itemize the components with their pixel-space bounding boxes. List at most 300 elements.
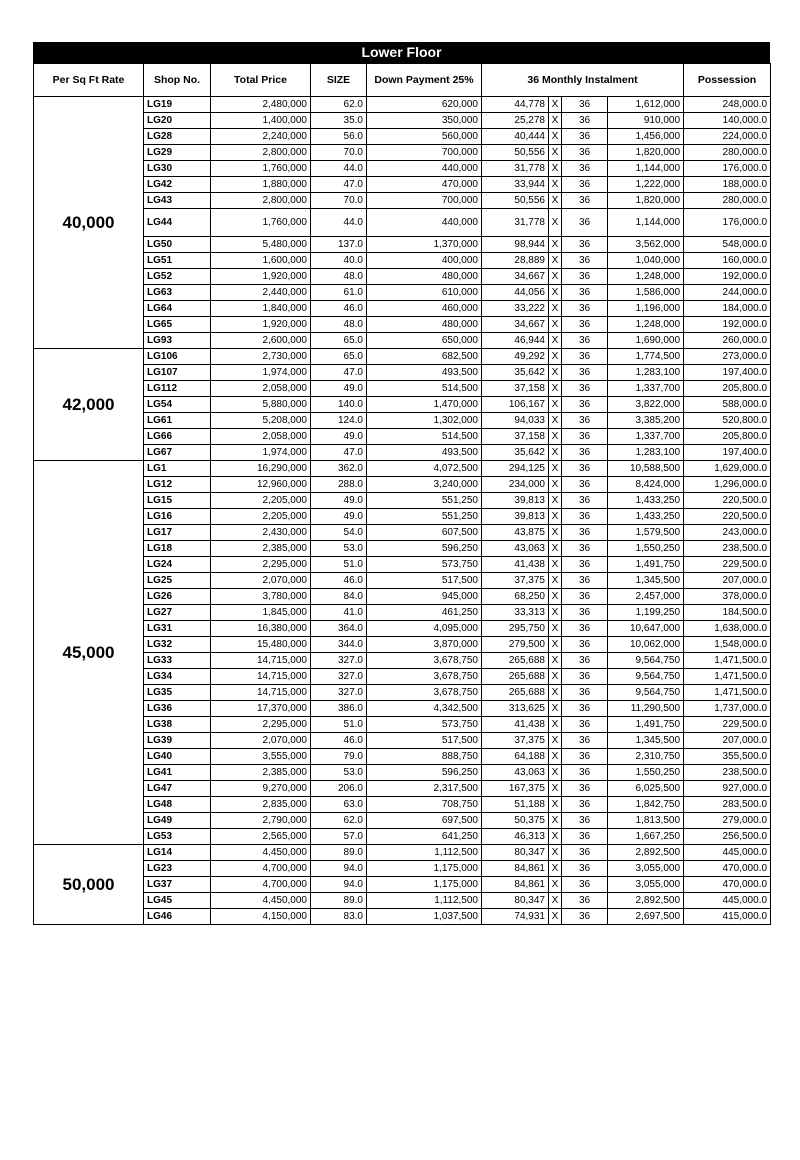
size-cell: 61.0: [311, 285, 367, 301]
size-cell: 57.0: [311, 829, 367, 845]
monthly-amount-cell: 234,000: [482, 477, 549, 493]
instalment-total-cell: 1,550,250: [608, 541, 684, 557]
monthly-amount-cell: 46,313: [482, 829, 549, 845]
header-monthly-instalment: 36 Monthly Instalment: [482, 64, 684, 97]
down-payment-cell: 551,250: [367, 493, 482, 509]
times-sign-cell: X: [549, 477, 562, 493]
total-price-cell: 16,380,000: [211, 621, 311, 637]
down-payment-cell: 514,500: [367, 429, 482, 445]
table-row: [34, 781, 771, 797]
total-price-cell: 2,430,000: [211, 525, 311, 541]
price-sheet: [33, 42, 770, 925]
down-payment-cell: 3,678,750: [367, 685, 482, 701]
monthly-amount-cell: 265,688: [482, 653, 549, 669]
down-payment-cell: 461,250: [367, 605, 482, 621]
instalment-count-cell: 36: [562, 749, 608, 765]
monthly-amount-cell: 50,375: [482, 813, 549, 829]
instalment-total-cell: 6,025,500: [608, 781, 684, 797]
shop-no-cell: LG20: [144, 113, 211, 129]
times-sign-cell: X: [549, 861, 562, 877]
times-sign-cell: X: [549, 637, 562, 653]
down-payment-cell: 610,000: [367, 285, 482, 301]
instalment-total-cell: 1,579,500: [608, 525, 684, 541]
times-sign-cell: X: [549, 237, 562, 253]
table-body: [34, 97, 771, 925]
monthly-amount-cell: 31,778: [482, 161, 549, 177]
size-cell: 41.0: [311, 605, 367, 621]
shop-no-cell: LG106: [144, 349, 211, 365]
instalment-count-cell: 36: [562, 701, 608, 717]
shop-no-cell: LG39: [144, 733, 211, 749]
shop-no-cell: LG65: [144, 317, 211, 333]
times-sign-cell: X: [549, 797, 562, 813]
instalment-total-cell: 1,690,000: [608, 333, 684, 349]
total-price-cell: 2,070,000: [211, 733, 311, 749]
possession-cell: 188,000.0: [684, 177, 771, 193]
table-row: [34, 637, 771, 653]
instalment-total-cell: 10,062,000: [608, 637, 684, 653]
down-payment-cell: 1,175,000: [367, 877, 482, 893]
possession-cell: 192,000.0: [684, 269, 771, 285]
total-price-cell: 4,700,000: [211, 877, 311, 893]
monthly-amount-cell: 49,292: [482, 349, 549, 365]
table-row: [34, 253, 771, 269]
down-payment-cell: 480,000: [367, 317, 482, 333]
shop-no-cell: LG45: [144, 893, 211, 909]
total-price-cell: 2,205,000: [211, 493, 311, 509]
size-cell: 44.0: [311, 161, 367, 177]
down-payment-cell: 888,750: [367, 749, 482, 765]
instalment-total-cell: 1,345,500: [608, 733, 684, 749]
monthly-amount-cell: 51,188: [482, 797, 549, 813]
total-price-cell: 2,205,000: [211, 509, 311, 525]
possession-cell: 1,737,000.0: [684, 701, 771, 717]
table-row: [34, 717, 771, 733]
size-cell: 84.0: [311, 589, 367, 605]
instalment-total-cell: 1,550,250: [608, 765, 684, 781]
instalment-total-cell: 8,424,000: [608, 477, 684, 493]
possession-cell: 415,000.0: [684, 909, 771, 925]
instalment-count-cell: 36: [562, 653, 608, 669]
size-cell: 70.0: [311, 193, 367, 209]
total-price-cell: 2,800,000: [211, 193, 311, 209]
shop-no-cell: LG47: [144, 781, 211, 797]
size-cell: 49.0: [311, 429, 367, 445]
monthly-amount-cell: 43,063: [482, 765, 549, 781]
total-price-cell: 2,058,000: [211, 381, 311, 397]
total-price-cell: 2,058,000: [211, 429, 311, 445]
shop-no-cell: LG40: [144, 749, 211, 765]
instalment-total-cell: 1,842,750: [608, 797, 684, 813]
possession-cell: 224,000.0: [684, 129, 771, 145]
times-sign-cell: X: [549, 909, 562, 925]
instalment-count-cell: 36: [562, 381, 608, 397]
instalment-count-cell: 36: [562, 161, 608, 177]
size-cell: 94.0: [311, 861, 367, 877]
down-payment-cell: 697,500: [367, 813, 482, 829]
instalment-count-cell: 36: [562, 145, 608, 161]
instalment-total-cell: 1,345,500: [608, 573, 684, 589]
times-sign-cell: X: [549, 413, 562, 429]
table-row: [34, 669, 771, 685]
table-row: [34, 145, 771, 161]
shop-no-cell: LG27: [144, 605, 211, 621]
total-price-cell: 2,565,000: [211, 829, 311, 845]
size-cell: 206.0: [311, 781, 367, 797]
shop-no-cell: LG34: [144, 669, 211, 685]
table-row: [34, 493, 771, 509]
down-payment-cell: 1,370,000: [367, 237, 482, 253]
shop-no-cell: LG66: [144, 429, 211, 445]
header-size: SIZE: [311, 64, 367, 97]
table-row: [34, 653, 771, 669]
times-sign-cell: X: [549, 317, 562, 333]
instalment-count-cell: 36: [562, 541, 608, 557]
times-sign-cell: X: [549, 177, 562, 193]
total-price-cell: 16,290,000: [211, 461, 311, 477]
monthly-amount-cell: 35,642: [482, 365, 549, 381]
instalment-count-cell: 36: [562, 113, 608, 129]
instalment-total-cell: 2,697,500: [608, 909, 684, 925]
shop-no-cell: LG63: [144, 285, 211, 301]
table-row: [34, 525, 771, 541]
monthly-amount-cell: 50,556: [482, 145, 549, 161]
size-cell: 327.0: [311, 669, 367, 685]
instalment-total-cell: 1,774,500: [608, 349, 684, 365]
size-cell: 48.0: [311, 269, 367, 285]
monthly-amount-cell: 41,438: [482, 717, 549, 733]
down-payment-cell: 480,000: [367, 269, 482, 285]
total-price-cell: 2,835,000: [211, 797, 311, 813]
times-sign-cell: X: [549, 285, 562, 301]
monthly-amount-cell: 265,688: [482, 685, 549, 701]
down-payment-cell: 607,500: [367, 525, 482, 541]
shop-no-cell: LG15: [144, 493, 211, 509]
table-row: [34, 877, 771, 893]
down-payment-cell: 596,250: [367, 541, 482, 557]
total-price-cell: 2,800,000: [211, 145, 311, 161]
total-price-cell: 2,600,000: [211, 333, 311, 349]
instalment-count-cell: 36: [562, 301, 608, 317]
times-sign-cell: X: [549, 349, 562, 365]
table-row: [34, 413, 771, 429]
rate-cell: 42,000: [34, 349, 144, 461]
instalment-count-cell: 36: [562, 717, 608, 733]
times-sign-cell: X: [549, 765, 562, 781]
monthly-amount-cell: 35,642: [482, 445, 549, 461]
total-price-cell: 12,960,000: [211, 477, 311, 493]
instalment-count-cell: 36: [562, 877, 608, 893]
instalment-total-cell: 3,055,000: [608, 877, 684, 893]
times-sign-cell: X: [549, 161, 562, 177]
instalment-count-cell: 36: [562, 605, 608, 621]
down-payment-cell: 517,500: [367, 733, 482, 749]
shop-no-cell: LG48: [144, 797, 211, 813]
times-sign-cell: X: [549, 733, 562, 749]
shop-no-cell: LG67: [144, 445, 211, 461]
possession-cell: 176,000.0: [684, 161, 771, 177]
monthly-amount-cell: 94,033: [482, 413, 549, 429]
shop-no-cell: LG17: [144, 525, 211, 541]
total-price-cell: 17,370,000: [211, 701, 311, 717]
instalment-total-cell: 1,813,500: [608, 813, 684, 829]
header-total-price: Total Price: [211, 64, 311, 97]
monthly-amount-cell: 37,375: [482, 573, 549, 589]
times-sign-cell: X: [549, 781, 562, 797]
size-cell: 83.0: [311, 909, 367, 925]
instalment-count-cell: 36: [562, 333, 608, 349]
possession-cell: 205,800.0: [684, 429, 771, 445]
instalment-total-cell: 1,283,100: [608, 445, 684, 461]
instalment-count-cell: 36: [562, 253, 608, 269]
instalment-total-cell: 1,196,000: [608, 301, 684, 317]
times-sign-cell: X: [549, 381, 562, 397]
total-price-cell: 2,295,000: [211, 557, 311, 573]
shop-no-cell: LG54: [144, 397, 211, 413]
total-price-cell: 2,790,000: [211, 813, 311, 829]
total-price-cell: 5,480,000: [211, 237, 311, 253]
monthly-amount-cell: 68,250: [482, 589, 549, 605]
shop-no-cell: LG12: [144, 477, 211, 493]
shop-no-cell: LG43: [144, 193, 211, 209]
table-row: [34, 445, 771, 461]
total-price-cell: 2,440,000: [211, 285, 311, 301]
size-cell: 44.0: [311, 209, 367, 237]
shop-no-cell: LG61: [144, 413, 211, 429]
size-cell: 362.0: [311, 461, 367, 477]
instalment-count-cell: 36: [562, 349, 608, 365]
table-row: [34, 397, 771, 413]
monthly-amount-cell: 33,944: [482, 177, 549, 193]
monthly-amount-cell: 313,625: [482, 701, 549, 717]
total-price-cell: 5,880,000: [211, 397, 311, 413]
header-rate: Per Sq Ft Rate: [34, 64, 144, 97]
size-cell: 47.0: [311, 445, 367, 461]
down-payment-cell: 514,500: [367, 381, 482, 397]
possession-cell: 273,000.0: [684, 349, 771, 365]
total-price-cell: 4,700,000: [211, 861, 311, 877]
instalment-count-cell: 36: [562, 845, 608, 861]
possession-cell: 470,000.0: [684, 877, 771, 893]
total-price-cell: 2,070,000: [211, 573, 311, 589]
table-row: [34, 113, 771, 129]
monthly-amount-cell: 39,813: [482, 509, 549, 525]
total-price-cell: 4,450,000: [211, 845, 311, 861]
total-price-cell: 14,715,000: [211, 669, 311, 685]
monthly-amount-cell: 33,222: [482, 301, 549, 317]
possession-cell: 520,800.0: [684, 413, 771, 429]
shop-no-cell: LG18: [144, 541, 211, 557]
possession-cell: 1,638,000.0: [684, 621, 771, 637]
times-sign-cell: X: [549, 669, 562, 685]
monthly-amount-cell: 265,688: [482, 669, 549, 685]
possession-cell: 229,500.0: [684, 557, 771, 573]
down-payment-cell: 620,000: [367, 97, 482, 113]
size-cell: 327.0: [311, 685, 367, 701]
shop-no-cell: LG35: [144, 685, 211, 701]
instalment-count-cell: 36: [562, 193, 608, 209]
header-row: [34, 64, 771, 97]
instalment-total-cell: 1,433,250: [608, 493, 684, 509]
instalment-count-cell: 36: [562, 429, 608, 445]
times-sign-cell: X: [549, 97, 562, 113]
table-row: [34, 237, 771, 253]
times-sign-cell: X: [549, 445, 562, 461]
instalment-total-cell: 1,433,250: [608, 509, 684, 525]
total-price-cell: 1,974,000: [211, 365, 311, 381]
instalment-count-cell: 36: [562, 829, 608, 845]
down-payment-cell: 400,000: [367, 253, 482, 269]
size-cell: 386.0: [311, 701, 367, 717]
shop-no-cell: LG41: [144, 765, 211, 781]
size-cell: 47.0: [311, 365, 367, 381]
monthly-amount-cell: 39,813: [482, 493, 549, 509]
monthly-amount-cell: 64,188: [482, 749, 549, 765]
monthly-amount-cell: 33,313: [482, 605, 549, 621]
size-cell: 364.0: [311, 621, 367, 637]
possession-cell: 192,000.0: [684, 317, 771, 333]
total-price-cell: 1,840,000: [211, 301, 311, 317]
total-price-cell: 2,730,000: [211, 349, 311, 365]
size-cell: 79.0: [311, 749, 367, 765]
times-sign-cell: X: [549, 193, 562, 209]
monthly-amount-cell: 80,347: [482, 845, 549, 861]
shop-no-cell: LG14: [144, 845, 211, 861]
instalment-count-cell: 36: [562, 797, 608, 813]
times-sign-cell: X: [549, 813, 562, 829]
total-price-cell: 1,600,000: [211, 253, 311, 269]
down-payment-cell: 3,240,000: [367, 477, 482, 493]
instalment-count-cell: 36: [562, 177, 608, 193]
instalment-total-cell: 3,822,000: [608, 397, 684, 413]
instalment-total-cell: 1,144,000: [608, 209, 684, 237]
possession-cell: 283,500.0: [684, 797, 771, 813]
monthly-amount-cell: 37,375: [482, 733, 549, 749]
table-row: [34, 381, 771, 397]
monthly-amount-cell: 106,167: [482, 397, 549, 413]
size-cell: 65.0: [311, 333, 367, 349]
size-cell: 70.0: [311, 145, 367, 161]
total-price-cell: 9,270,000: [211, 781, 311, 797]
times-sign-cell: X: [549, 621, 562, 637]
possession-cell: 238,500.0: [684, 765, 771, 781]
instalment-total-cell: 2,457,000: [608, 589, 684, 605]
instalment-count-cell: 36: [562, 669, 608, 685]
possession-cell: 1,296,000.0: [684, 477, 771, 493]
monthly-amount-cell: 294,125: [482, 461, 549, 477]
size-cell: 94.0: [311, 877, 367, 893]
table-row: [34, 129, 771, 145]
table-row: [34, 765, 771, 781]
possession-cell: 243,000.0: [684, 525, 771, 541]
instalment-total-cell: 10,647,000: [608, 621, 684, 637]
down-payment-cell: 517,500: [367, 573, 482, 589]
size-cell: 35.0: [311, 113, 367, 129]
instalment-total-cell: 10,588,500: [608, 461, 684, 477]
table-row: [34, 573, 771, 589]
total-price-cell: 2,480,000: [211, 97, 311, 113]
total-price-cell: 1,920,000: [211, 269, 311, 285]
instalment-total-cell: 1,283,100: [608, 365, 684, 381]
possession-cell: 445,000.0: [684, 845, 771, 861]
instalment-count-cell: 36: [562, 781, 608, 797]
times-sign-cell: X: [549, 701, 562, 717]
size-cell: 327.0: [311, 653, 367, 669]
times-sign-cell: X: [549, 253, 562, 269]
size-cell: 344.0: [311, 637, 367, 653]
table-row: [34, 557, 771, 573]
instalment-total-cell: 1,491,750: [608, 557, 684, 573]
header-possession: Possession: [684, 64, 771, 97]
down-payment-cell: 650,000: [367, 333, 482, 349]
monthly-amount-cell: 295,750: [482, 621, 549, 637]
total-price-cell: 1,400,000: [211, 113, 311, 129]
shop-no-cell: LG25: [144, 573, 211, 589]
instalment-count-cell: 36: [562, 509, 608, 525]
possession-cell: 1,629,000.0: [684, 461, 771, 477]
size-cell: 51.0: [311, 557, 367, 573]
down-payment-cell: 573,750: [367, 717, 482, 733]
times-sign-cell: X: [549, 541, 562, 557]
instalment-count-cell: 36: [562, 365, 608, 381]
table-row: [34, 97, 771, 113]
possession-cell: 207,000.0: [684, 573, 771, 589]
possession-cell: 244,000.0: [684, 285, 771, 301]
size-cell: 140.0: [311, 397, 367, 413]
down-payment-cell: 700,000: [367, 145, 482, 161]
rate-cell: 40,000: [34, 97, 144, 349]
size-cell: 124.0: [311, 413, 367, 429]
table-row: [34, 605, 771, 621]
instalment-count-cell: 36: [562, 589, 608, 605]
instalment-total-cell: 1,040,000: [608, 253, 684, 269]
possession-cell: 207,000.0: [684, 733, 771, 749]
monthly-amount-cell: 46,944: [482, 333, 549, 349]
down-payment-cell: 493,500: [367, 365, 482, 381]
possession-cell: 279,000.0: [684, 813, 771, 829]
instalment-total-cell: 3,385,200: [608, 413, 684, 429]
instalment-total-cell: 9,564,750: [608, 669, 684, 685]
monthly-amount-cell: 37,158: [482, 381, 549, 397]
table-row: [34, 161, 771, 177]
possession-cell: 1,548,000.0: [684, 637, 771, 653]
monthly-amount-cell: 98,944: [482, 237, 549, 253]
shop-no-cell: LG31: [144, 621, 211, 637]
price-table: [33, 63, 771, 925]
possession-cell: 1,471,500.0: [684, 669, 771, 685]
possession-cell: 1,471,500.0: [684, 685, 771, 701]
monthly-amount-cell: 50,556: [482, 193, 549, 209]
size-cell: 46.0: [311, 301, 367, 317]
monthly-amount-cell: 167,375: [482, 781, 549, 797]
shop-no-cell: LG50: [144, 237, 211, 253]
table-row: [34, 285, 771, 301]
instalment-count-cell: 36: [562, 317, 608, 333]
instalment-count-cell: 36: [562, 269, 608, 285]
size-cell: 47.0: [311, 177, 367, 193]
size-cell: 46.0: [311, 733, 367, 749]
shop-no-cell: LG28: [144, 129, 211, 145]
shop-no-cell: LG44: [144, 209, 211, 237]
monthly-amount-cell: 44,778: [482, 97, 549, 113]
table-row: [34, 909, 771, 925]
instalment-total-cell: 1,586,000: [608, 285, 684, 301]
instalment-total-cell: 1,820,000: [608, 145, 684, 161]
instalment-count-cell: 36: [562, 129, 608, 145]
down-payment-cell: 641,250: [367, 829, 482, 845]
shop-no-cell: LG26: [144, 589, 211, 605]
possession-cell: 378,000.0: [684, 589, 771, 605]
